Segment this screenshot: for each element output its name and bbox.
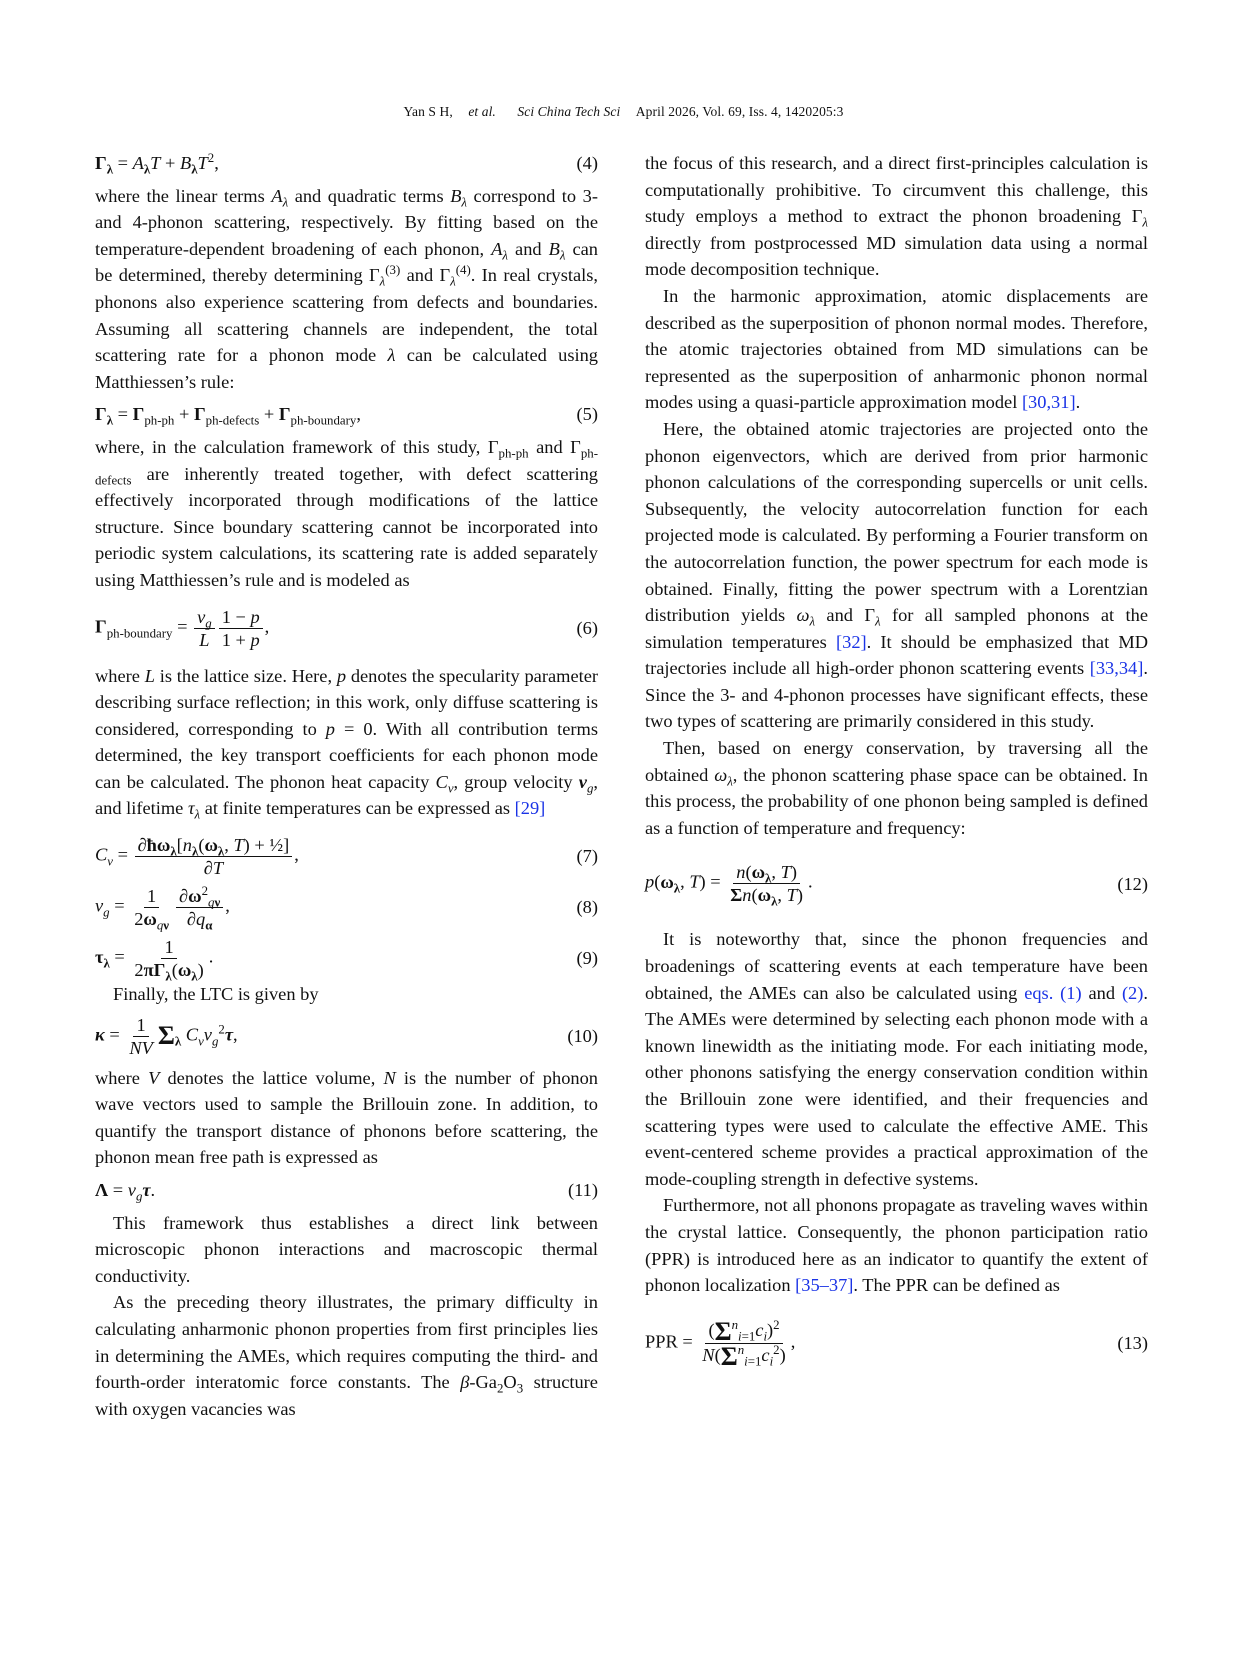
equation-13: PPR = $\frac{(\Sigma^n_{i=1}c_i)^2}{N(\Sigma^n_{i=1}c_i^2)}$ , (13) xyxy=(645,1316,1148,1371)
paragraph: In the harmonic approximation, atomic displacements are described as the superposition of phonon normal modes. Therefore, the atomic trajectories obtained from MD simulations can be represented as the superposition of anharmonic phonon normal modes using a quasi-particle approximation model [30,31]. xyxy=(645,285,1148,413)
citation-link-32[interactable]: [32] xyxy=(836,631,867,652)
equation-8: $v_g$ = $\frac{1}{2\omega_{q\nu}}$ $\frac{\partial\omega^2_{q\nu}}{\partial q_\alpha}$ , (8) xyxy=(95,883,598,933)
equation-10: κ = $\frac{1}{NV}$ $\Sigma_\lambda$ $C_vv_g^2\tau$, (10) xyxy=(95,1014,598,1058)
paragraph: Then, based on energy conservation, by traversing all the obtained $\omega_\lambda$, the phonon scattering phase space can be obtained. In this process, the probability of one phonon being sampled is defined as a function of temperature and frequency: xyxy=(645,738,1148,838)
header-authors: Yan S H, et al. xyxy=(403,104,496,119)
citation-link-29[interactable]: [29] xyxy=(514,798,546,819)
equation-4-number: (4) xyxy=(576,153,598,173)
paragraph: This framework thus establishes a direct link between microscopic phonon interactions and macroscopic thermal conductivity. xyxy=(95,1212,598,1286)
paragraph: As the preceding theory illustrates, the primary difficulty in calculating anharmonic phonon properties from first principles lies in determining the AMEs, which requires computing the third- and fourth-order interatomic force constants. The $\beta-Ga_2O_3$ structure with oxygen vacancies was xyxy=(95,1292,598,1419)
equation-12-number: (12) xyxy=(1117,873,1148,894)
citation-link-30-31[interactable]: [30,31] xyxy=(1021,392,1076,413)
paragraph: the focus of this research, and a direct first-principles calculation is computationally prohibitive. To circumvent this challenge, this study employs a method to extract the phonon broadening $\Gamma_\lambda$ directly from postprocessed MD simulation data using a normal mode decomposition technique. xyxy=(645,153,1148,280)
header-journal: Sci China Tech Sci xyxy=(517,104,621,119)
citation-link-35-37[interactable]: [35–37] xyxy=(795,1275,854,1296)
running-header xyxy=(0,104,1241,120)
equation-5-number: (5) xyxy=(576,404,598,425)
equation-5: $\Gamma_\lambda = \Gamma_{ph-ph} + \Gamma_{ph-defects} + \Gamma_{ph-boundary}$, (5) xyxy=(95,401,598,428)
equation-6: $\Gamma_{ph-boundary}$ = $\frac{v_g}{L}$ $\frac{1 - p}{1 + p}$ , (6) xyxy=(95,606,598,650)
equation-7: $C_v$ = $\frac{\partial ħ\omega_\lambda[n_\lambda(\omega_\lambda, T) + \frac{1}{2}]}{\partial T}$ , (7) xyxy=(95,835,598,879)
paragraph: where the linear terms $A_\lambda$ and quadratic terms $B_\lambda$ correspond to 3- and 4-phonon scattering, respectively. By fitting based on the temperature-dependent broadening of each phonon, $A_\lambda$ and $B_\lambda$ can be determined, thereby determining $\Gamma_\lambda^{(3)}$ and $\Gamma_\lambda^{(4)}$. In real crystals, phonons also experience scattering from defects and boundaries. Assuming all scattering channels are independent, the total scattering rate for a phonon mode λ can be calculated using Matthiessen’s rule: xyxy=(95,185,598,392)
citation-link-33-34[interactable]: [33,34] xyxy=(1089,658,1144,679)
equation-4-body: $\Gamma_\lambda = A_\lambda T + B_\lambda T^2$, xyxy=(95,150,219,177)
equation-13-number: (13) xyxy=(1117,1332,1148,1353)
equation-8-number: (8) xyxy=(576,897,598,918)
left-column xyxy=(95,150,598,1422)
paragraph: where L is the lattice size. Here, p denotes the specularity parameter describing surface reflection; in this work, only diffuse scattering is considered, corresponding to p = 0. With all contribution terms determined, the key transport coefficients for each phonon mode can be calculated. The phonon heat capacity $C_v$, group velocity $v_g$, and lifetime $\tau_\lambda$ at finite temperatures can be expressed as [29] xyxy=(95,665,599,823)
equation-7-number: (7) xyxy=(576,846,598,867)
equation-10-number: (10) xyxy=(567,1025,598,1046)
paragraph: where, in the calculation framework of this study, $\Gamma_{ph-ph}$ and $\Gamma_{ph-defects}$ are inherently treated together, with defect scattering effectively incorporated through modifications of the lattice structure. Since boundary scattering cannot be incorporated into periodic system calculations, its scattering rate is added separately using Matthiessen’s rule and is modeled as xyxy=(95,436,598,590)
right-column xyxy=(645,150,1148,1371)
header-citation: April 2026, Vol. 69, Iss. 4, 1420205:3 xyxy=(635,104,844,119)
equation-11: $\Lambda = v_g\tau$. (11) xyxy=(95,1177,598,1204)
paragraph: Here, the obtained atomic trajectories are projected onto the phonon eigenvectors, which are derived from prior harmonic phonon calculations of the corresponding supercells or unit cells. Subsequently, the velocity autocorrelation function for each projected mode is calculated. By performing a Fourier transform on the autocorrelation function, the power spectrum for each mode is obtained. Finally, fitting the power spectrum with a Lorentzian distribution yields $\omega_\lambda$ and $\Gamma_\lambda$ for all sampled phonons at the simulation temperatures [32]. It should be emphasized that MD trajectories include all high-order phonon scattering events [33,34]. Since the 3- and 4-phonon processes have significant effects, these two types of scattering are primarily considered in this study. xyxy=(645,418,1148,732)
paragraph: Finally, the LTC is given by xyxy=(113,984,319,1005)
paragraph: It is noteworthy that, since the phonon frequencies and broadenings of scattering events at each temperature have been obtained, the AMEs can also be calculated using eqs. (1) and (2). The AMEs were determined by selecting each phonon mode with a known linewidth as the initiating mode. For each initiating mode, other phonons satisfying the energy conservation condition within the Brillouin zone were identified, and their frequencies and scattering types were used to calculate the effective AME. This event-centered scheme provides a practical approximation of the mode-coupling strength in defective systems. xyxy=(645,929,1148,1189)
equation-link-2[interactable]: (2) xyxy=(1121,982,1144,1003)
paragraph: Furthermore, not all phonons propagate as traveling waves within the crystal lattice. Consequently, the phonon participation ratio (PPR) is introduced here as an indicator to quantify the extent of phonon localization [35–37]. The PPR can be defined as xyxy=(645,1195,1148,1296)
equation-link-1[interactable]: eqs. (1) xyxy=(1024,982,1082,1003)
equation-4 xyxy=(95,150,598,177)
equation-9-number: (9) xyxy=(576,948,598,969)
paragraph: where V denotes the lattice volume, N is the number of phonon wave vectors used to sample the Brillouin zone. In addition, to quantify the transport distance of phonons before scattering, the phonon mean free path is expressed as xyxy=(95,1067,598,1168)
equation-11-number: (11) xyxy=(568,1180,598,1201)
equation-12: $p(\omega_\lambda$, T) = $\frac{n(\omega_\lambda, T)}{\Sigma n(\omega_\lambda, T)}$ . (12) xyxy=(645,862,1148,910)
equation-9: $\tau_\lambda$ = $\frac{1}{2\pi\Gamma_\lambda(\omega_\lambda)}$ . (9) xyxy=(95,937,598,984)
equation-6-number: (6) xyxy=(576,617,598,638)
